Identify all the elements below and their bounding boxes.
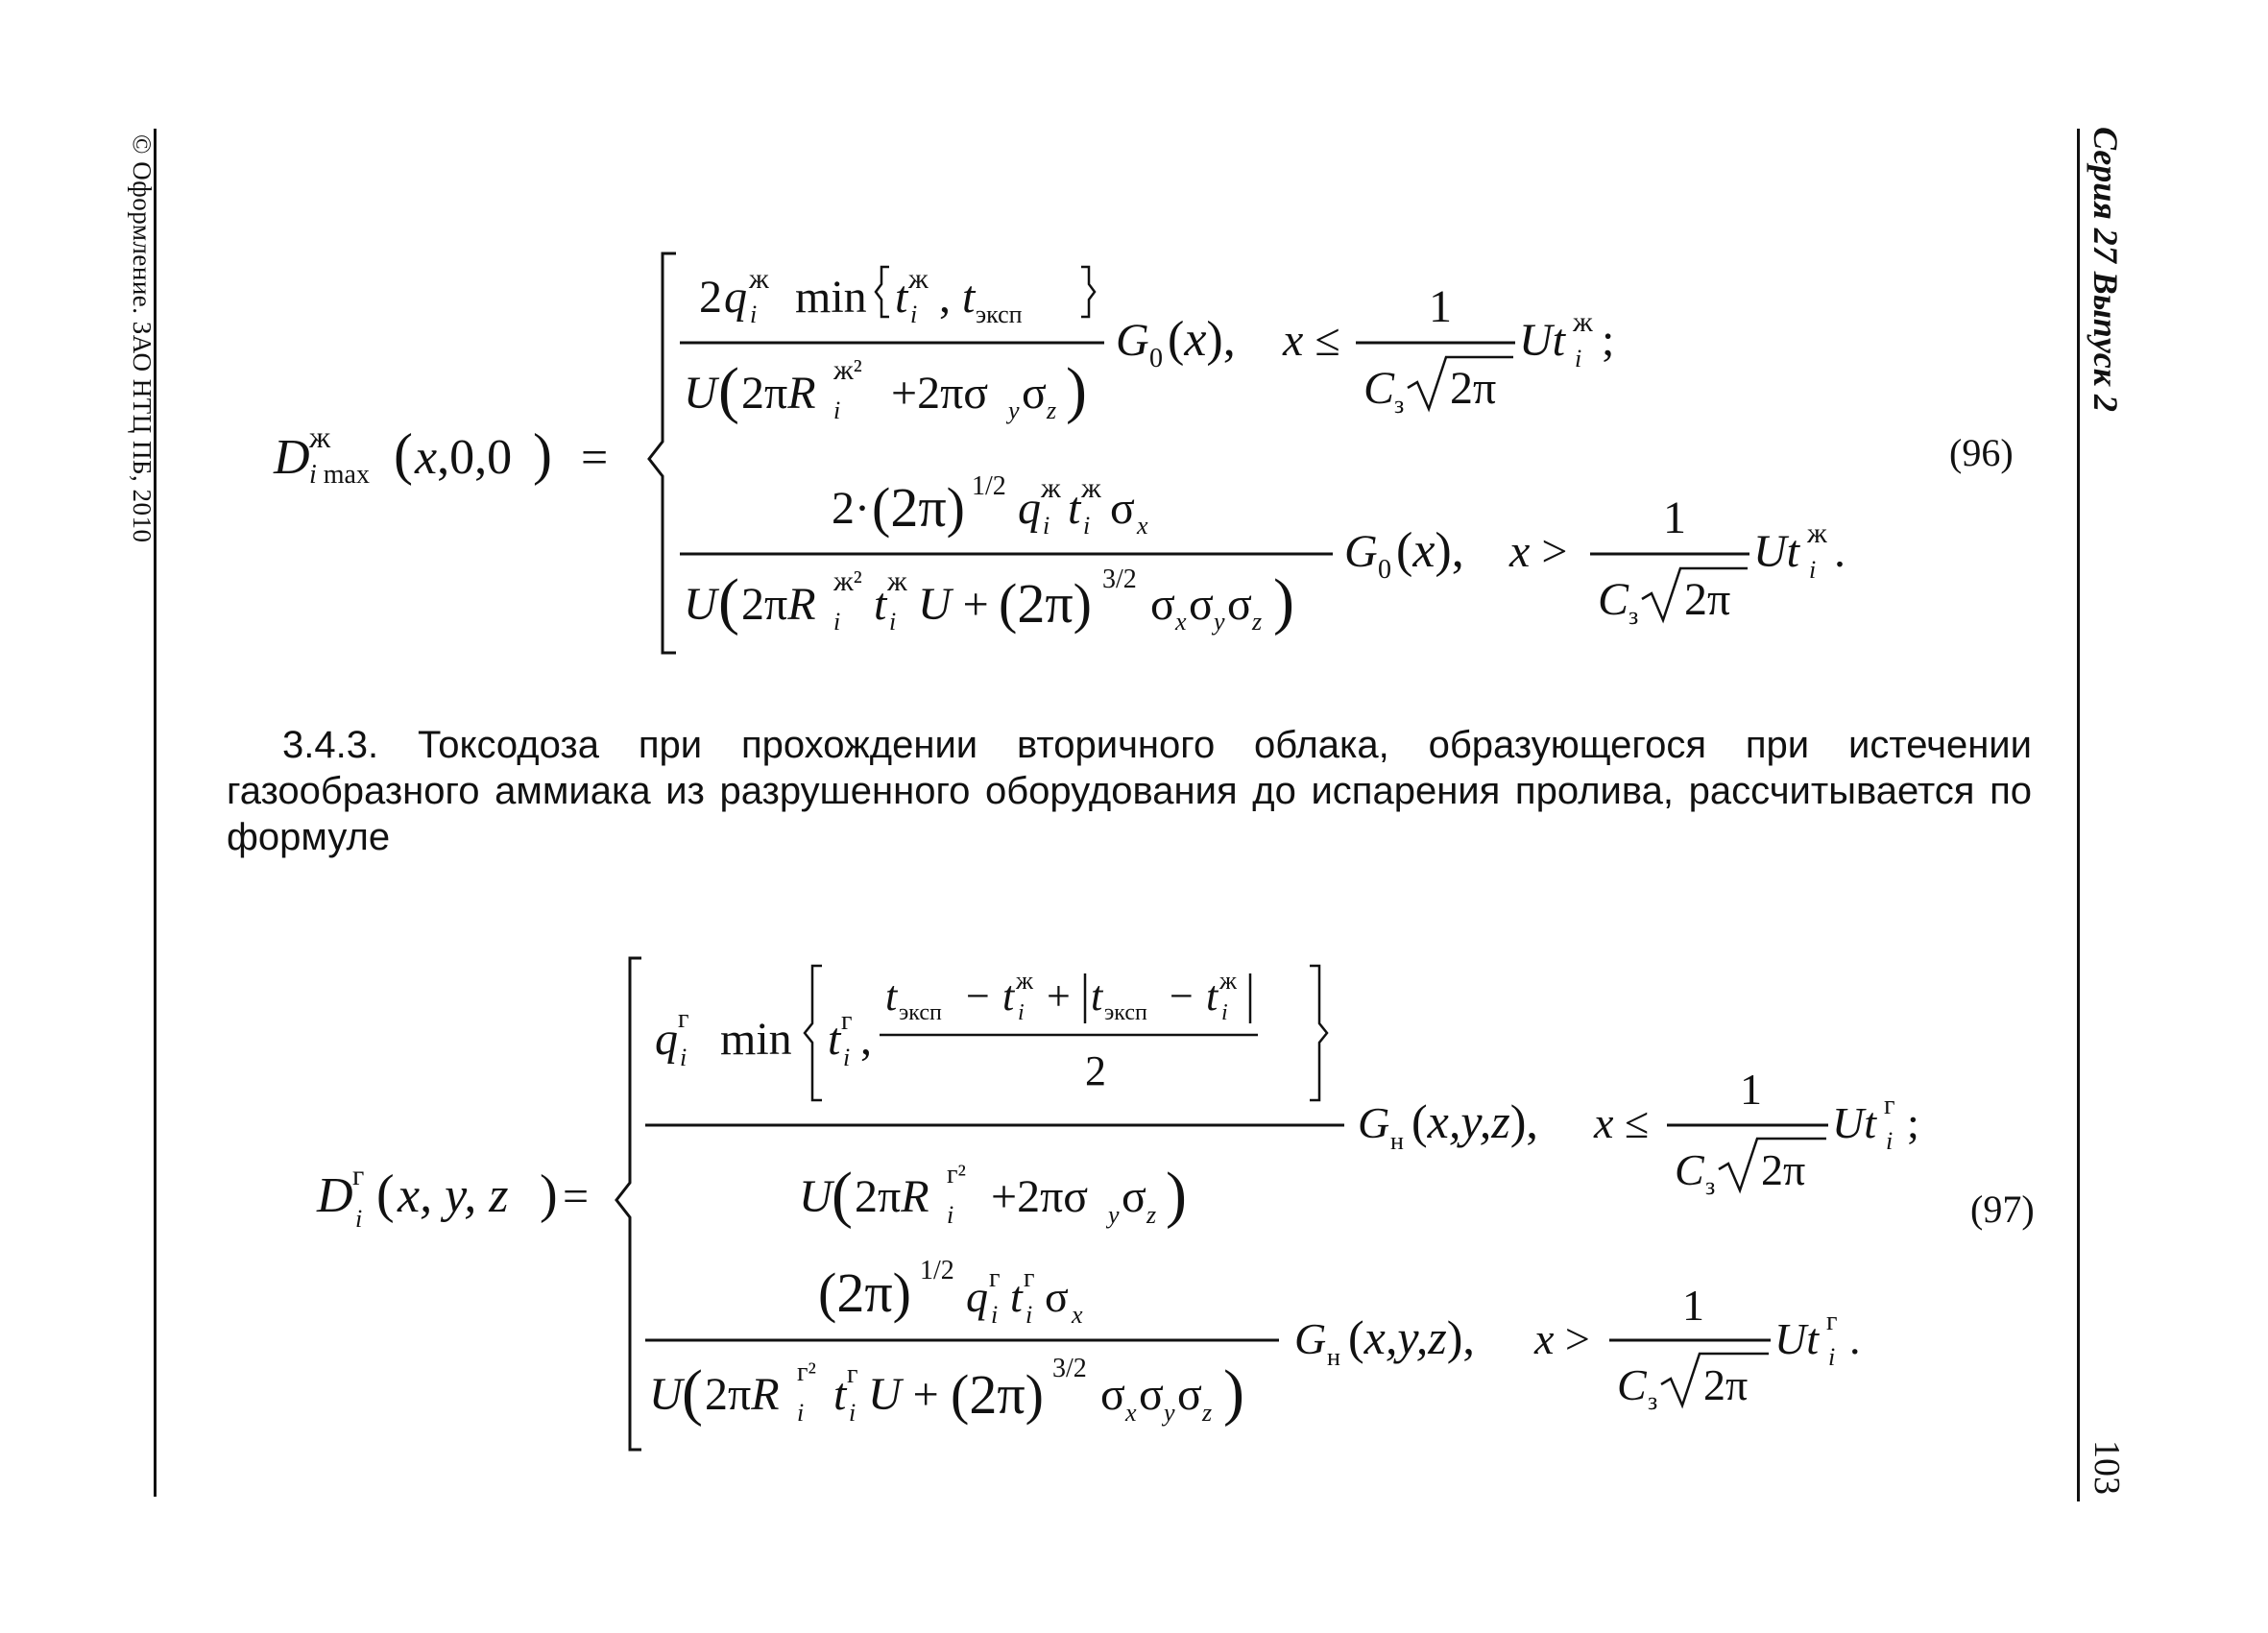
- svg-text:σ: σ: [1189, 579, 1214, 630]
- svg-text:i: i: [1221, 1000, 1228, 1025]
- svg-text:C: C: [1363, 363, 1395, 414]
- svg-text:Ut: Ut: [1753, 526, 1799, 577]
- svg-text:з: з: [1705, 1172, 1716, 1200]
- svg-text:=: =: [563, 1171, 590, 1222]
- svg-text:(: (: [718, 355, 739, 425]
- svg-text:(2π): (2π): [999, 572, 1092, 635]
- svg-text:U +: U +: [868, 1369, 939, 1420]
- svg-text:ж: ж: [1041, 472, 1061, 504]
- svg-text:σ: σ: [1150, 579, 1175, 630]
- svg-text:z: z: [1047, 396, 1057, 424]
- svg-text:(x),: (x),: [1168, 312, 1236, 367]
- svg-text:z: z: [1202, 1399, 1213, 1427]
- svg-text:(: (: [394, 422, 413, 486]
- svg-text:q: q: [1018, 483, 1041, 534]
- svg-text:D: D: [274, 430, 310, 485]
- svg-text:2πR: 2πR: [855, 1171, 929, 1222]
- svg-text:+2πσ: +2πσ: [991, 1171, 1089, 1222]
- svg-text:1: 1: [1740, 1065, 1762, 1114]
- svg-text:эксп: эксп: [976, 300, 1023, 328]
- svg-text:i: i: [833, 396, 841, 424]
- svg-text:2π: 2π: [1703, 1360, 1749, 1409]
- equation-97-number: (97): [1970, 1188, 2035, 1231]
- svg-text:t: t: [1206, 973, 1218, 1020]
- svg-text:эксп: эксп: [1104, 1000, 1147, 1025]
- svg-text:i: i: [797, 1399, 805, 1427]
- svg-text:+: +: [1047, 973, 1071, 1020]
- svg-text:x,0,0: x,0,0: [415, 430, 513, 485]
- svg-text:(2π): (2π): [872, 476, 965, 539]
- svg-text:q: q: [655, 1014, 678, 1065]
- svg-text:i max: i max: [309, 460, 370, 490]
- svg-text:г: г: [989, 1263, 1001, 1293]
- svg-text:t: t: [1010, 1272, 1023, 1321]
- svg-text:3/2: 3/2: [1102, 564, 1137, 594]
- svg-text:x, y, z: x, y, z: [398, 1168, 509, 1223]
- svg-text:σ: σ: [1022, 368, 1047, 419]
- svg-text:ж: ж: [749, 263, 769, 295]
- svg-text:y: y: [1164, 1399, 1175, 1427]
- svg-text:ж: ж: [1081, 472, 1101, 504]
- svg-text:i: i: [1018, 1000, 1025, 1025]
- svg-text:σ: σ: [1122, 1171, 1146, 1222]
- svg-text:q: q: [966, 1272, 988, 1321]
- svg-text:,: ,: [860, 1014, 872, 1065]
- svg-text:ж: ж: [1573, 306, 1593, 338]
- svg-text:2π: 2π: [1684, 574, 1731, 625]
- svg-text:σ: σ: [1045, 1272, 1069, 1321]
- svg-text:.: .: [1834, 526, 1846, 577]
- svg-text:i: i: [1083, 512, 1091, 540]
- svg-text:t: t: [885, 973, 898, 1020]
- svg-text:(: (: [682, 1357, 703, 1428]
- svg-text:0: 0: [1149, 344, 1163, 373]
- svg-text:t: t: [895, 272, 908, 323]
- svg-text:(x,y,z),: (x,y,z),: [1411, 1094, 1538, 1148]
- svg-text:σ: σ: [1177, 1369, 1202, 1420]
- svg-text:U: U: [684, 579, 717, 630]
- svg-text:1: 1: [1663, 492, 1686, 543]
- svg-text:): ): [533, 422, 552, 486]
- svg-text:i: i: [910, 300, 918, 328]
- svg-text:ж²: ж²: [833, 565, 862, 597]
- svg-text:i: i: [1828, 1343, 1836, 1371]
- svg-text:i: i: [1575, 345, 1582, 372]
- body-paragraph-3-4-3: 3.4.3. Токсодоза при прохождении вторичного облака, образующегося при истечении газообразного аммиака из разрушенного оборудования до испарения пролива, рассчитывается по формуле: [227, 724, 2032, 858]
- svg-text:G: G: [1116, 315, 1149, 366]
- svg-text:н: н: [1390, 1127, 1404, 1155]
- svg-text:(x,y,z),: (x,y,z),: [1348, 1310, 1475, 1364]
- svg-text:q: q: [724, 272, 747, 323]
- svg-text:=: =: [581, 430, 609, 484]
- svg-text:z: z: [1146, 1201, 1157, 1229]
- svg-text:1/2: 1/2: [920, 1256, 954, 1285]
- svg-text:i: i: [355, 1205, 363, 1233]
- svg-text:−: −: [1170, 973, 1194, 1020]
- svg-text:i: i: [1043, 512, 1050, 540]
- svg-text:1: 1: [1682, 1281, 1704, 1330]
- copyright-margin-text: © Оформление. ЗАО НТЦ ПБ, 2010: [128, 134, 157, 543]
- svg-text:σ: σ: [1100, 1369, 1125, 1420]
- page-number: 103: [2087, 1440, 2127, 1495]
- svg-text:t: t: [1068, 483, 1081, 534]
- svg-text:0: 0: [1378, 555, 1391, 585]
- svg-text:г: г: [678, 1004, 689, 1034]
- svg-text:2πR: 2πR: [741, 579, 816, 630]
- svg-text:U: U: [684, 368, 717, 419]
- svg-text:t: t: [874, 579, 887, 630]
- svg-text:2πR: 2πR: [741, 368, 816, 419]
- svg-text:i: i: [1809, 556, 1817, 584]
- svg-text:ж: ж: [1807, 517, 1827, 549]
- svg-text:г: г: [352, 1160, 365, 1191]
- svg-text:t: t: [828, 1014, 841, 1065]
- svg-text:(: (: [718, 566, 739, 636]
- svg-text:U +: U +: [918, 579, 989, 630]
- svg-text:): ): [1273, 566, 1294, 636]
- svg-text:г: г: [1884, 1091, 1895, 1120]
- svg-text:−: −: [966, 973, 990, 1020]
- svg-text:): ): [540, 1165, 558, 1224]
- svg-text:G: G: [1294, 1314, 1327, 1363]
- svg-text:н: н: [1327, 1343, 1340, 1371]
- svg-text:Ut: Ut: [1519, 315, 1565, 366]
- svg-text:σ: σ: [1227, 579, 1252, 630]
- svg-text:): ): [1166, 1160, 1187, 1230]
- series-header: Серия 27 Выпуск 2: [2087, 127, 2125, 413]
- svg-text:(2π): (2π): [951, 1363, 1044, 1426]
- svg-text:C: C: [1598, 574, 1629, 625]
- svg-text:г: г: [841, 1006, 853, 1036]
- svg-text:i: i: [843, 1044, 851, 1071]
- svg-text:1/2: 1/2: [972, 471, 1006, 501]
- svg-text:i: i: [1886, 1127, 1894, 1155]
- svg-text:t: t: [1002, 973, 1015, 1020]
- svg-text:x: x: [1072, 1301, 1083, 1329]
- svg-text:min: min: [720, 1014, 792, 1065]
- svg-text:t: t: [1091, 973, 1103, 1020]
- svg-text:i: i: [833, 608, 841, 636]
- svg-text:i: i: [947, 1201, 954, 1229]
- svg-text:г²: г²: [797, 1357, 816, 1387]
- svg-text:Ut: Ut: [1832, 1098, 1876, 1147]
- svg-text:t: t: [833, 1369, 847, 1420]
- svg-text:): ): [1066, 355, 1087, 425]
- svg-text:;: ;: [1907, 1098, 1919, 1147]
- svg-text:г: г: [847, 1359, 858, 1389]
- svg-text:.: .: [1849, 1314, 1861, 1363]
- svg-text:y: y: [1008, 396, 1020, 424]
- svg-text:2π: 2π: [1761, 1145, 1806, 1194]
- svg-text:i: i: [1025, 1301, 1033, 1329]
- svg-text:эксп: эксп: [899, 1000, 942, 1025]
- svg-text:σ: σ: [1139, 1369, 1164, 1420]
- svg-text:+2πσ: +2πσ: [891, 368, 989, 419]
- svg-text:г: г: [1826, 1307, 1838, 1336]
- svg-text:z: z: [1252, 608, 1263, 636]
- svg-text:2: 2: [699, 272, 722, 323]
- svg-text:(2π): (2π): [818, 1261, 911, 1324]
- svg-text:,: ,: [939, 272, 951, 323]
- svg-text:ж: ж: [908, 263, 929, 295]
- svg-text:г: г: [1024, 1263, 1035, 1293]
- svg-text:C: C: [1675, 1145, 1704, 1194]
- svg-text:x: x: [1125, 1399, 1137, 1427]
- svg-text:x >: x >: [1534, 1314, 1590, 1363]
- svg-text:x: x: [1137, 512, 1148, 540]
- svg-text:ж: ж: [1219, 967, 1237, 995]
- svg-text:2·: 2·: [832, 483, 870, 534]
- svg-text:σ: σ: [1110, 483, 1135, 534]
- svg-text:x >: x >: [1509, 526, 1568, 577]
- svg-text:x: x: [1175, 608, 1187, 636]
- svg-text:D: D: [317, 1168, 353, 1223]
- svg-text:з: з: [1629, 602, 1639, 630]
- svg-text:y: y: [1108, 1201, 1120, 1229]
- svg-text:1: 1: [1429, 281, 1452, 332]
- svg-text:Ut: Ut: [1774, 1314, 1819, 1363]
- svg-text:C: C: [1617, 1360, 1647, 1409]
- svg-text:(: (: [832, 1160, 853, 1230]
- svg-text:з: з: [1648, 1387, 1658, 1415]
- svg-text:ж²: ж²: [833, 354, 862, 386]
- svg-text:G: G: [1358, 1098, 1390, 1147]
- svg-text:2π: 2π: [1450, 363, 1497, 414]
- svg-text:2πR: 2πR: [705, 1369, 780, 1420]
- svg-text:): ): [1223, 1357, 1244, 1428]
- svg-text:i: i: [849, 1399, 857, 1427]
- svg-text:г²: г²: [947, 1160, 966, 1189]
- svg-text:ж: ж: [887, 565, 907, 597]
- svg-text:x ≤: x ≤: [1283, 315, 1340, 366]
- svg-text:y: y: [1214, 608, 1225, 636]
- svg-text:x ≤: x ≤: [1594, 1098, 1650, 1147]
- svg-text:i: i: [991, 1301, 999, 1329]
- svg-text:3/2: 3/2: [1052, 1354, 1087, 1383]
- svg-text:;: ;: [1602, 315, 1615, 366]
- svg-text:(x),: (x),: [1396, 523, 1464, 578]
- svg-text:i: i: [889, 608, 897, 636]
- svg-text:U: U: [649, 1369, 683, 1420]
- svg-text:i: i: [750, 300, 758, 328]
- svg-text:2: 2: [1085, 1047, 1106, 1094]
- svg-text:з: з: [1394, 391, 1405, 419]
- svg-text:U: U: [799, 1171, 832, 1222]
- svg-text:G: G: [1344, 526, 1378, 577]
- svg-text:(: (: [376, 1165, 395, 1224]
- equation-96-number: (96): [1949, 431, 2014, 474]
- svg-text:ж: ж: [309, 420, 331, 454]
- svg-text:ж: ж: [1016, 967, 1033, 995]
- svg-text:t: t: [962, 272, 976, 323]
- svg-text:min: min: [795, 272, 867, 323]
- svg-text:i: i: [680, 1044, 688, 1071]
